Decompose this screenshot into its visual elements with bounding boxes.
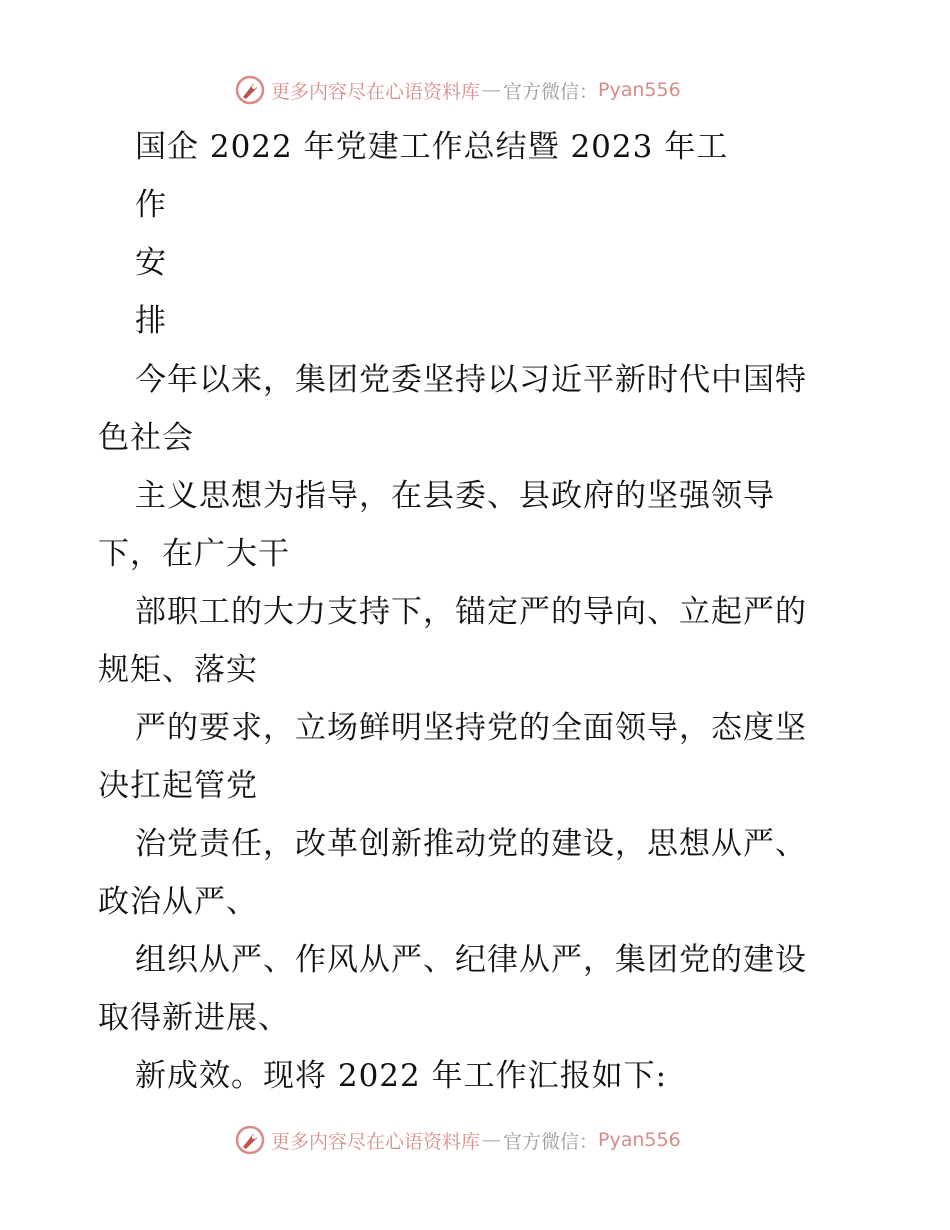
watermark-prefix: 更多内容尽在心语资料库 (271, 1130, 481, 1153)
body-line-11: 组织从严、作风从严、纪律从严，集团党的建设 (135, 942, 807, 978)
body-line-12: 取得新进展、 (98, 1000, 290, 1036)
watermark-separator: — (482, 79, 502, 101)
header-watermark (235, 72, 681, 108)
document-title-line-2: 作 (135, 187, 167, 223)
document-title-line-3: 安 (135, 245, 167, 281)
pen-nib-logo-icon (235, 1125, 265, 1155)
document-title-line-4: 排 (135, 303, 167, 339)
body-line-1: 今年以来，集团党委坚持以习近平新时代中国特 (135, 362, 807, 398)
watermark-label: 官方微信： (503, 1130, 599, 1153)
body-line-13: 新成效。现将 2022 年工作汇报如下: (135, 1058, 668, 1094)
watermark-prefix: 更多内容尽在心语资料库 (271, 80, 481, 103)
body-line-3: 主义思想为指导，在县委、县政府的坚强领导 (135, 478, 775, 514)
watermark-label: 官方微信： (503, 80, 599, 103)
watermark-separator: — (482, 1129, 502, 1151)
body-line-8: 决扛起管党 (98, 768, 258, 804)
body-line-4: 下，在广大干 (98, 536, 290, 572)
watermark-wechat-id: Pyan556 (598, 1129, 681, 1151)
body-line-10: 政治从严、 (98, 884, 258, 920)
body-line-9: 治党责任，改革创新推动党的建设，思想从严、 (135, 826, 807, 862)
body-line-7: 严的要求，立场鲜明坚持党的全面领导，态度坚 (135, 710, 807, 746)
pen-nib-logo-icon (235, 75, 265, 105)
body-line-5: 部职工的大力支持下，锚定严的导向、立起严的 (135, 594, 807, 630)
body-line-6: 规矩、落实 (98, 652, 258, 688)
body-line-2: 色社会 (98, 420, 194, 456)
footer-watermark (235, 1122, 681, 1158)
document-title-line-1: 国企 2022 年党建工作总结暨 2023 年工 (135, 129, 729, 165)
watermark-wechat-id: Pyan556 (598, 79, 681, 101)
